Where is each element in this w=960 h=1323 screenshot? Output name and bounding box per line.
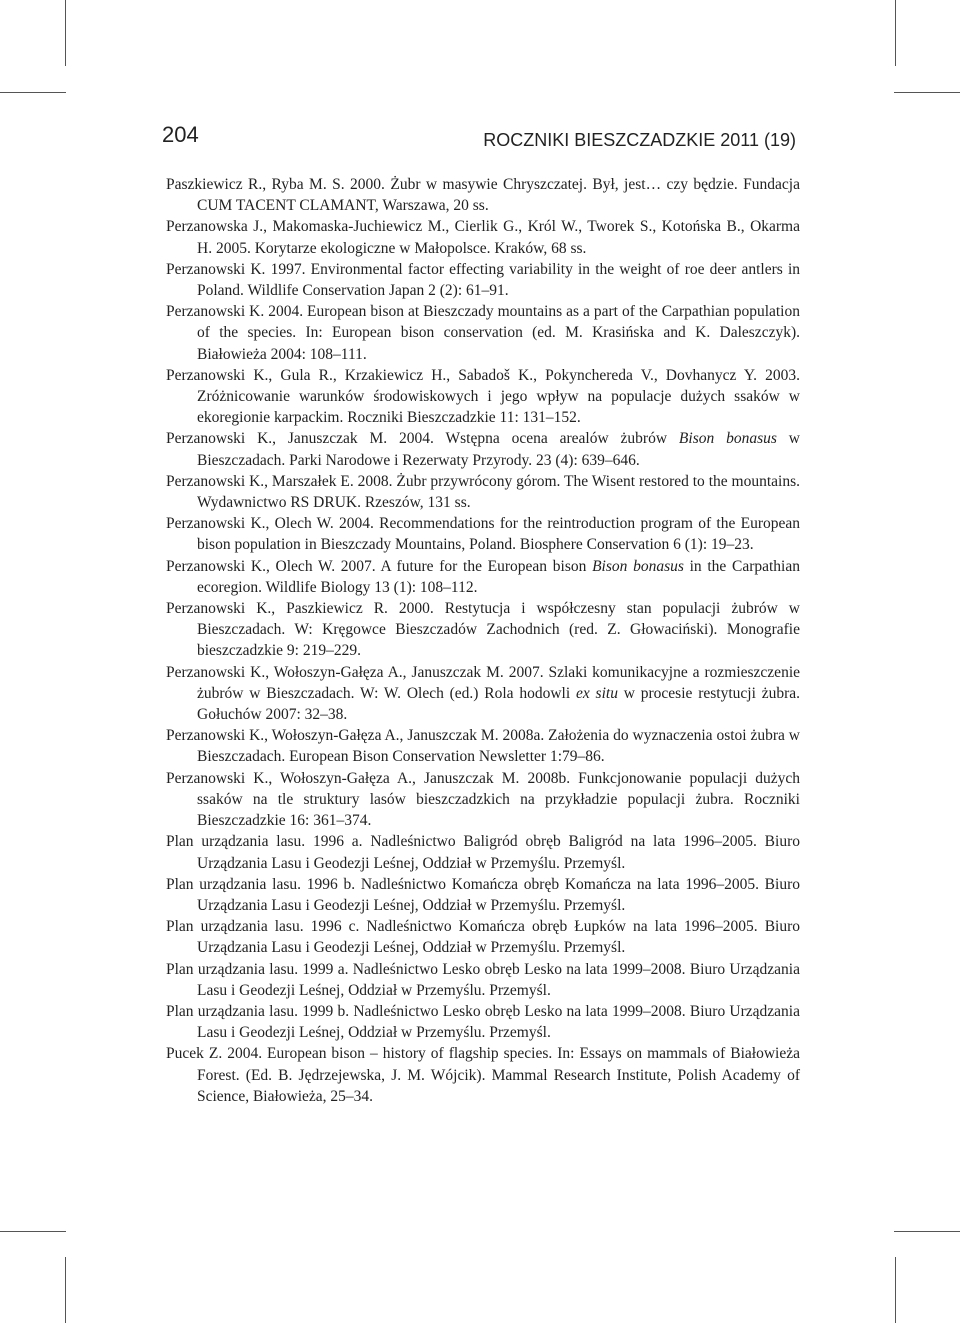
crop-mark-top-right bbox=[895, 0, 896, 66]
reference-entry bbox=[166, 662, 800, 726]
crop-mark-bottom-right bbox=[895, 1257, 896, 1323]
reference-text: Perzanowski K., Januszczak M. 2004. Wstępna ocena arealów żubrów bbox=[166, 430, 679, 448]
reference-list bbox=[166, 174, 800, 1107]
reference-entry: Paszkiewicz R., Ryba M. S. 2000. Żubr w masywie Chryszczatej. Był, jest… czy będzie. Fundacja CUM TACENT CLAMANT, Warszawa, 20 ss. bbox=[166, 176, 800, 215]
page-number: 204 bbox=[162, 122, 199, 147]
reference-entry: Pucek Z. 2004. European bison – history of flagship species. In: Essays on mammals of Białowieża Forest. (Ed. B. Jędrzejewska, J. M. Wójcik). Mammal Research Institute, Polish Academy of Science, Białowieża, 25–34. bbox=[166, 1045, 800, 1105]
reference-entry: Perzanowska J., Makomaska-Juchiewicz M., Cierlik G., Król W., Tworek S., Kotońska B., Okarma H. 2005. Korytarze ekologiczne w Małopolsce. Kraków, 68 ss. bbox=[166, 218, 800, 257]
reference-entry: Plan urządzania lasu. 1996 b. Nadleśnictwo Komańcza obręb Komańcza na lata 1996–2005. Biuro Urządzania Lasu i Geodezji Leśnej, Oddział w Przemyślu. Przemyśl. bbox=[166, 875, 800, 914]
reference-text: in the Carpathian ecoregion. Wildlife Biology 13 (1): 108–112. bbox=[197, 557, 800, 596]
reference-entry: Perzanowski K., Wołoszyn-Gałęza A., Januszczak M. 2008b. Funkcjonowanie populacji dużych ssaków na tle struktury lasów bieszczadzkich na przykładzie populacji żubra. Roczniki Bieszczadzkie 16: 361–374. bbox=[166, 769, 800, 830]
reference-entry bbox=[166, 556, 800, 598]
reference-entry: Perzanowski K., Paszkiewicz R. 2000. Restytucja i współczesny stan populacji żubrów w Bieszczadach. W: Kręgowce Bieszczadów Zachodnich (red. Z. Głowaciński). Monografie bieszczadzkie 9: 219–229. bbox=[166, 600, 800, 660]
reference-entry: Perzanowski K. 2004. European bison at Bieszczady mountains as a part of the Carpathian population of the species. In: European bison conservation (ed. M. Krasińska and K. Daleszczyk). Białowieża 2004: 108–111. bbox=[166, 303, 800, 363]
reference-entry bbox=[166, 428, 800, 470]
species-name-italic: Bison bonasus bbox=[678, 430, 777, 448]
reference-entry: Perzanowski K. 1997. Environmental factor effecting variability in the weight of roe deer antlers in Poland. Wildlife Conservation Japan 2 (2): 61–91. bbox=[166, 260, 800, 300]
latin-term-italic: ex situ bbox=[575, 684, 618, 702]
reference-entry: Perzanowski K., Olech W. 2004. Recommendations for the reintroduction program of the European bison population in Bieszczady Mountains, Poland. Biosphere Conservation 6 (1): 19–23. bbox=[166, 515, 800, 554]
reference-text: w procesie restytucji żubra. Gołuchów 2007: 32–38. bbox=[197, 684, 800, 724]
crop-mark-bottom-left bbox=[65, 1257, 66, 1323]
running-header bbox=[162, 120, 796, 160]
reference-entry: Plan urządzania lasu. 1996 a. Nadleśnictwo Baligród obręb Baligród na lata 1996–2005. Biuro Urządzania Lasu i Geodezji Leśnej, Oddział w Przemyślu. Przemyśl. bbox=[166, 833, 800, 872]
species-name-italic: Bison bonasus bbox=[592, 557, 684, 575]
crop-mark-left-bottom bbox=[0, 1231, 66, 1232]
reference-entry: Plan urządzania lasu. 1996 c. Nadleśnictwo Komańcza obręb Łupków na lata 1996–2005. Biuro Urządzania Lasu i Geodezji Leśnej, Oddział w Przemyślu. Przemyśl. bbox=[166, 918, 800, 957]
journal-title: ROCZNIKI BIESZCZADZKIE 2011 (19) bbox=[483, 130, 796, 150]
reference-entry: Perzanowski K., Gula R., Krzakiewicz H., Sabadoš K., Pokynchereda V., Dovhanycz Y. 2003. Zróżnicowanie warunków środowiskowych i jego wpływ na populacje dużych ssaków w ekoregionie karpackim. Roczniki Bieszczadzkie 11: 131–152. bbox=[166, 366, 800, 427]
crop-mark-right-top bbox=[894, 92, 960, 93]
reference-text: w Bieszczadach. Parki Narodowe i Rezerwaty Przyrody. 23 (4): 639–646. bbox=[197, 430, 800, 469]
reference-entry: Plan urządzania lasu. 1999 a. Nadleśnictwo Lesko obręb Lesko na lata 1999–2008. Biuro Urządzania Lasu i Geodezji Leśnej, Oddział w Przemyślu. Przemyśl. bbox=[166, 960, 800, 999]
reference-entry: Plan urządzania lasu. 1999 b. Nadleśnictwo Lesko obręb Lesko na lata 1999–2008. Biuro Urządzania Lasu i Geodezji Leśnej, Oddział w Przemyślu. Przemyśl. bbox=[166, 1002, 800, 1042]
reference-entry: Perzanowski K., Wołoszyn-Gałęza A., Januszczak M. 2008a. Założenia do wyznaczenia ostoi żubra w Bieszczadach. European Bison Conservation Newsletter 1:79–86. bbox=[166, 727, 800, 766]
crop-mark-left-top bbox=[0, 92, 66, 93]
crop-mark-top-left bbox=[65, 0, 66, 66]
reference-text: Perzanowski K., Olech W. 2007. A future for the European bison bbox=[166, 557, 593, 575]
reference-text: Perzanowski K., Wołoszyn-Gałęza A., Januszczak M. 2007. Szlaki komunikacyjne a rozmieszczenie żubrów w Bieszczadach. W: W. Olech (ed.) Rola hodowli bbox=[166, 663, 800, 702]
reference-entry: Perzanowski K., Marszałek E. 2008. Żubr przywrócony górom. The Wisent restored to the mountains. Wydawnictwo RS DRUK. Rzeszów, 131 ss. bbox=[166, 472, 800, 512]
crop-mark-right-bottom bbox=[894, 1231, 960, 1232]
